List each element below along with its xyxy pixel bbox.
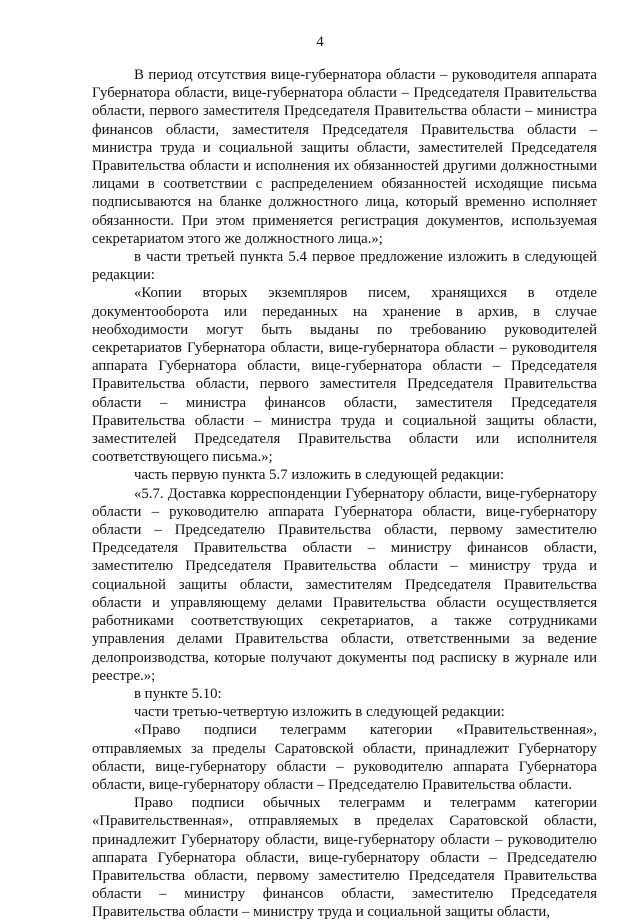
paragraph-2: в части третьей пункта 5.4 первое предложение изложить в следующей редакции: bbox=[92, 249, 597, 284]
paragraph-9: Право подписи обычных телеграмм и телеграмм категории «Правительственная», отправляемых в пределах Саратовской области, принадлежит Губернатору области, вице-губернатору области – руководителю аппарата Губернатора области, вице-губернатору области – Председателю Правительства области, первому заместителю Председателя Правительства области – министру финансов области, заместителю Председателя Правительства области – министру труда и социальной защиты области, bbox=[92, 795, 597, 921]
page-number: 4 bbox=[316, 34, 324, 50]
paragraph-4: часть первую пункта 5.7 изложить в следующей редакции: bbox=[134, 467, 505, 484]
document-body bbox=[92, 66, 597, 922]
paragraph-5: «5.7. Доставка корреспонденции Губернатору области, вице-губернатору области – руководителю аппарата Губернатора области, вице-губернатору области – Председателю Правительства области, первому заместителю Председателя Правительства области – министру финансов области, заместителю Председателя Правительства области – министру труда и социальной защиты области, заместителям Председателя Правительства области и управляющему делами Правительства области осуществляется работниками соответствующих секретариатов, а также сотрудниками управления делами Правительства области, ответственными за ведение делопроизводства, которые получают документы под расписку в журнале или реестре.»; bbox=[92, 485, 597, 684]
paragraph-8: «Право подписи телеграмм категории «Правительственная», отправляемых за пределы Саратовской области, принадлежит Губернатору области, вице-губернатору области – руководителю аппарата Губернатора области, вице-губернатору области – Председателю Правительства области. bbox=[92, 722, 597, 793]
paragraph-6: в пункте 5.10: bbox=[134, 685, 222, 702]
paragraph-7: части третью-четвертую изложить в следующей редакции: bbox=[134, 704, 505, 721]
paragraph-1: В период отсутствия вице-губернатора области – руководителя аппарата Губернатора области, вице-губернатора области – Председателя Правительства области, первого заместителя Председателя Правительства области – министра финансов области, заместителя Председателя Правительства области – министра труда и социальной защиты области, заместителей Председателя Правительства области и исполнения их обязанностей другими должностными лицами в соответствии с распределением обязанностей исходящие письма подписываются на бланке должностного лица, который временно исполняет обязанности. При этом применяется регистрация документов, используемая секретариатом этого же должностного лица.»; bbox=[92, 67, 597, 247]
paragraph-3: «Копии вторых экземпляров писем, хранящихся в отделе документооборота или переданных на хранение в архив, в случае необходимости могут быть выданы по требованию руководителей секретариатов Губернатора области, вице-губернатора области – руководителя аппарата Губернатора области, вице-губернатора области – Председателя Правительства области, первого заместителя Председателя Правительства области – министра финансов области, заместителя Председателя Правительства области – министра труда и социальной защиты области, заместителей Председателя Правительства области или исполнителя соответствующего письма.»; bbox=[92, 285, 597, 466]
